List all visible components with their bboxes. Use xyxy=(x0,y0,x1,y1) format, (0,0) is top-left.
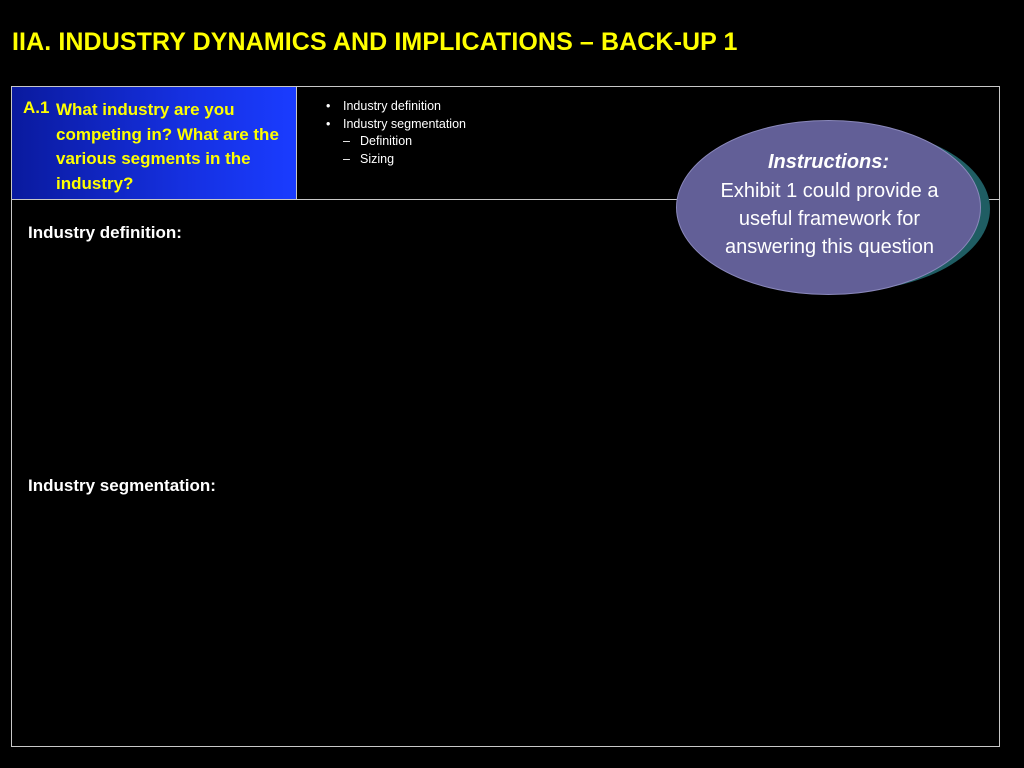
topic-label: Industry segmentation xyxy=(343,116,466,131)
question-box xyxy=(12,87,297,199)
subtopic-label: Sizing xyxy=(360,151,395,166)
topic-label: Industry definition xyxy=(343,99,441,113)
question-number: A.1 xyxy=(23,98,50,117)
instructions-callout xyxy=(676,120,981,295)
bullet-glyph: • xyxy=(326,99,331,113)
dash-glyph: – xyxy=(343,134,350,148)
slide-title: IIA. INDUSTRY DYNAMICS AND IMPLICATIONS – BACK-UP 1 xyxy=(12,28,738,56)
subtopic-item xyxy=(326,133,466,151)
topic-list xyxy=(326,98,466,168)
topic-item xyxy=(326,116,466,169)
subtopic-label: Definition xyxy=(360,134,413,148)
topic-item xyxy=(326,98,466,116)
industry-definition-label: Industry definition: xyxy=(28,223,182,242)
callout-heading: Instructions: xyxy=(767,151,890,173)
callout-body: Exhibit 1 could provide a useful framework for answering this question xyxy=(720,180,939,258)
topic-sublist xyxy=(326,133,466,168)
subtopic-item xyxy=(326,151,466,169)
question-text: What industry are you competing in? What are the various segments in the industry? xyxy=(56,100,279,193)
dash-glyph: – xyxy=(343,151,350,166)
bullet-glyph: • xyxy=(326,116,331,131)
industry-segmentation-label: Industry segmentation: xyxy=(28,476,216,495)
